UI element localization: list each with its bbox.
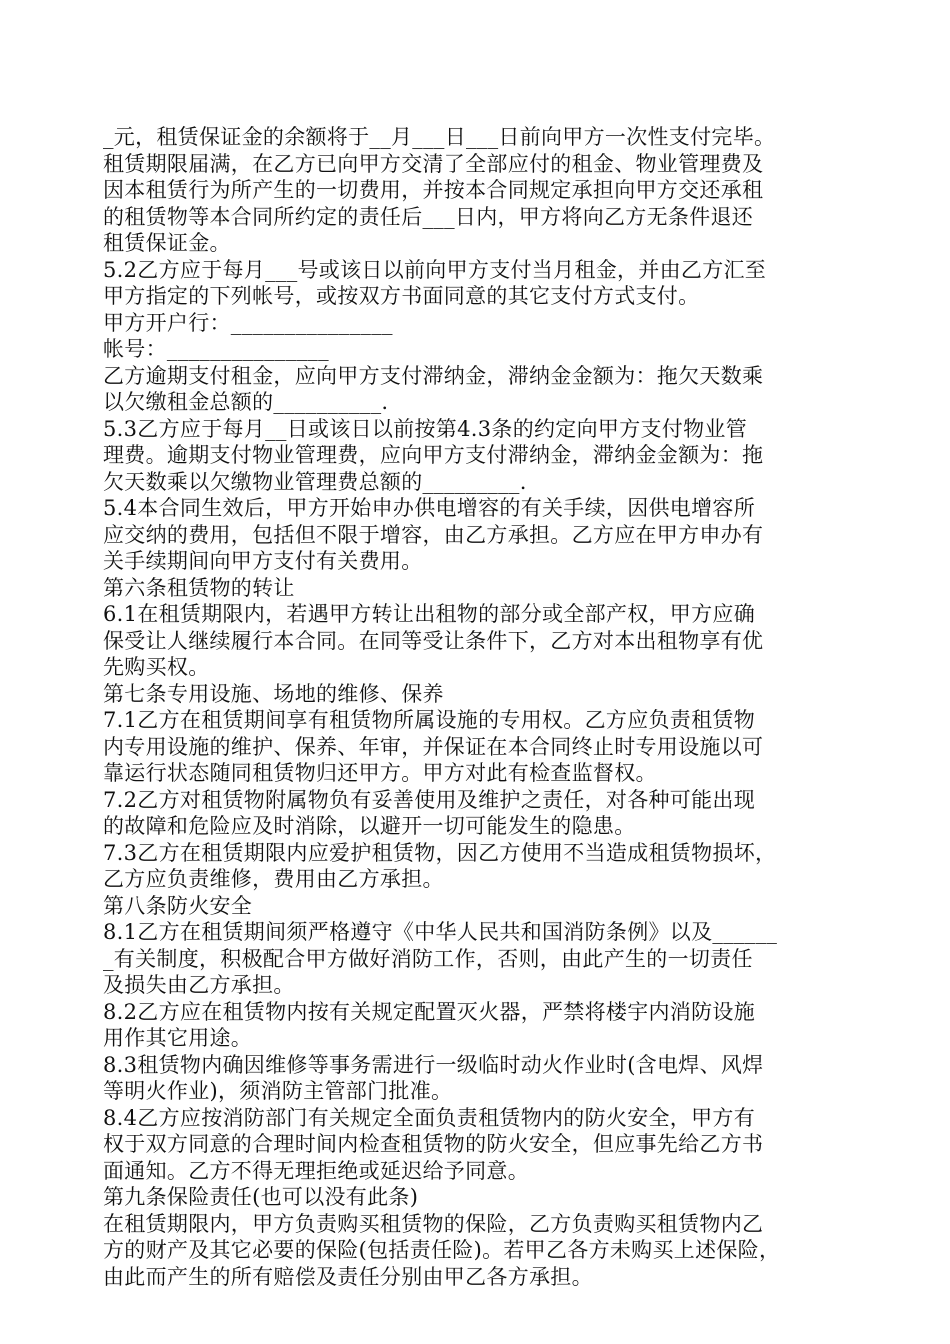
text-line: 8.2乙方应在租赁物内按有关规定配置灭火器，严禁将楼宇内消防设施 [103,999,755,1024]
text-line: _元，租赁保证金的余额将于__月___日___日前向甲方一次性支付完毕。 [103,125,776,149]
text-line: 关手续期间向甲方支付有关费用。 [103,549,423,573]
text-line: 靠运行状态随同租赁物归还甲方。甲方对此有检查监督权。 [103,761,657,785]
text-line: 权于双方同意的合理时间内检查租赁物的防火安全，但应事先给乙方书 [103,1132,764,1156]
text-line: 内专用设施的维护、保养、年审，并保证在本合同终止时专用设施以可 [103,734,764,759]
text-line: 方的财产及其它必要的保险(包括责任险)。若甲乙各方未购买上述保险， [103,1238,781,1262]
text-line: 5.2乙方应于每月___号或该日以前向甲方支付当月租金，并由乙方汇至 [103,257,767,282]
text-line: 的租赁物等本合同所约定的责任后___日内，甲方将向乙方无条件退还 [103,204,754,229]
section-heading: 第八条防火安全 [103,893,253,918]
text-line: 5.4本合同生效后，甲方开始申办供电增容的有关手续，因供电增容所 [103,496,755,520]
text-line: 7.2乙方对租赁物附属物负有妥善使用及维护之责任，对各种可能出现 [103,787,755,812]
text-line: 乙方应负责维修，费用由乙方承担。 [103,867,444,891]
section-heading: 第六条租赁物的转让 [103,575,295,600]
text-line: 应交纳的费用，包括但不限于增容，由乙方承担。乙方应在甲方申办有 [103,522,764,547]
text-line: 乙方逾期支付租金，应向甲方支付滞纳金，滞纳金金额为：拖欠天数乘 [103,363,764,388]
text-line: 理费。逾期支付物业管理费，应向甲方支付滞纳金，滞纳金金额为：拖 [103,443,764,467]
text-line: 甲方指定的下列帐号，或按双方书面同意的其它支付方式支付。 [103,284,700,308]
text-line: 8.1乙方在租赁期间须严格遵守《中华人民共和国消防条例》以及______ [103,920,778,944]
text-line: 7.1乙方在租赁期间享有租赁物所属设施的专用权。乙方应负责租赁物 [103,708,755,732]
text-line: 帐号：_______________ [103,337,329,361]
text-line: 面通知。乙方不得无理拒绝或延迟给予同意。 [103,1158,529,1183]
text-line: 因本租赁行为所产生的一切费用，并按本合同规定承担向甲方交还承租 [103,178,764,202]
text-line: 及损失由乙方承担。 [103,973,295,997]
text-line: 6.1在租赁期限内，若遇甲方转让出租物的部分或全部产权，甲方应确 [103,602,755,626]
text-line: 5.3乙方应于每月__日或该日以前按第4.3条的约定向甲方支付物业管 [103,416,747,441]
text-line: 用作其它用途。 [103,1026,253,1050]
text-line: 由此而产生的所有赔偿及责任分别由甲乙各方承担。 [103,1264,593,1289]
text-line: 以欠缴租金总额的__________. [103,390,389,414]
text-line: 8.3租赁物内确因维修等事务需进行一级临时动火作业时(含电焊、风焊 [103,1052,764,1077]
document-body [103,124,855,1290]
text-line: 租赁保证金。 [103,231,231,255]
section-heading: 第九条保险责任(也可以没有此条) [103,1185,419,1209]
text-line: 7.3乙方在租赁期限内应爱护租赁物，因乙方使用不当造成租赁物损坏， [103,840,777,865]
text-line: 欠天数乘以欠缴物业管理费总额的_________. [103,469,527,494]
text-line: 8.4乙方应按消防部门有关规定全面负责租赁物内的防火安全，甲方有 [103,1105,755,1130]
text-line: 保受让人继续履行本合同。在同等受让条件下，乙方对本出租物享有优 [103,628,764,653]
text-line: 租赁期限届满，在乙方已向甲方交清了全部应付的租金、物业管理费及 [103,151,764,176]
text-line: 先购买权。 [103,655,210,679]
text-line: _有关制度，积极配合甲方做好消防工作，否则，由此产生的一切责任 [103,946,753,971]
text-line: 甲方开户行：_______________ [103,310,393,335]
text-line: 在租赁期限内，甲方负责购买租赁物的保险，乙方负责购买租赁物内乙 [103,1211,764,1236]
section-heading: 第七条专用设施、场地的维修、保养 [103,681,444,706]
text-line: 的故障和危险应及时消除，以避开一切可能发生的隐患。 [103,814,636,838]
text-line: 等明火作业)，须消防主管部门批准。 [103,1079,453,1103]
